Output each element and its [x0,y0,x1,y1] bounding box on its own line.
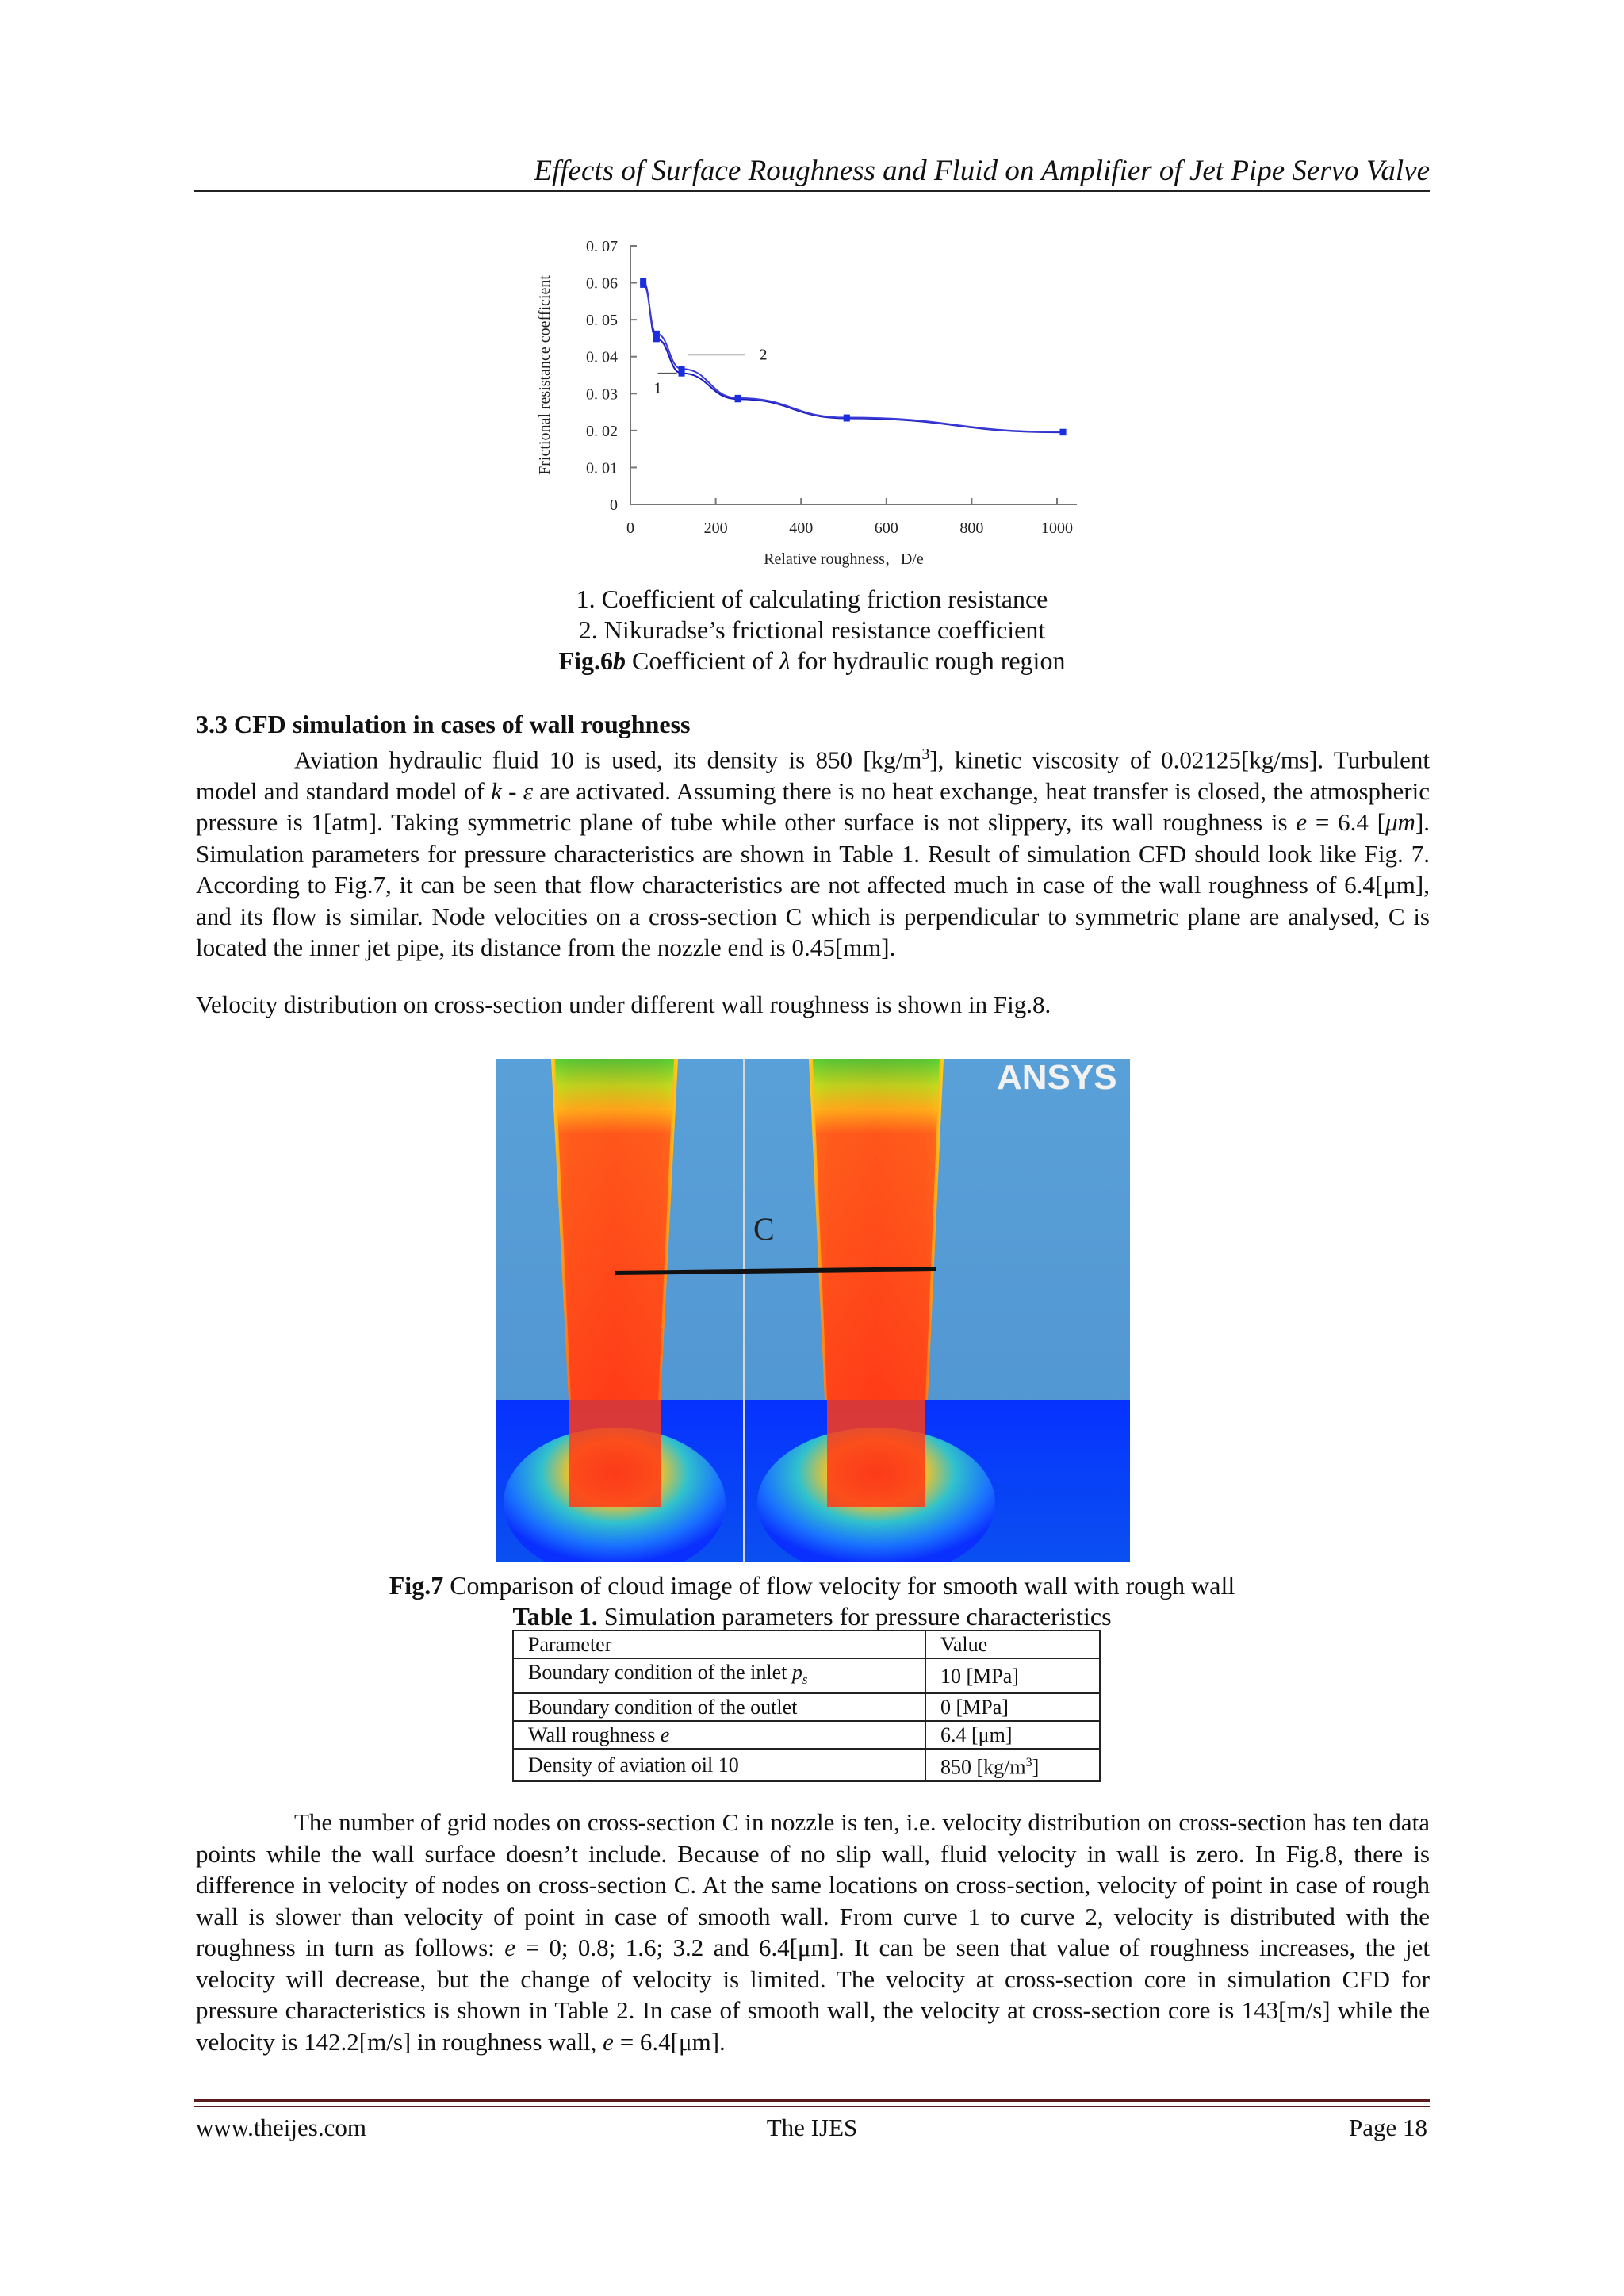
data-point [640,282,646,288]
table-cell: 850 $[kg/m^3]$ [925,1749,1100,1781]
y-tick-label: 0. 04 [586,348,618,366]
section-c-label: C [753,1211,775,1247]
data-point [1060,429,1067,435]
table-header-cell: Value [925,1631,1100,1658]
running-header: Effects of Surface Roughness and Fluid on Amplifier of Jet Pipe Servo Valve [534,155,1430,187]
data-point [844,415,850,421]
y-tick-label: 0 [610,496,618,514]
series-line-2 [643,285,1063,432]
x-tick-label: 600 [874,519,898,537]
table-header-cell: Parameter [513,1631,925,1658]
table-row [513,1749,1100,1781]
ansys-watermark: ANSYS [997,1059,1117,1097]
table-cell: Density of aviation oil 10 [513,1749,925,1781]
data-point [735,395,741,401]
chart-axes [630,246,1077,504]
y-axis-label: Frictional resistance coefficient [536,275,553,475]
footer-rule [194,2099,1430,2102]
simulation-parameters-table [512,1630,1101,1782]
fig6b-caption-b: for hydraulic rough region [790,646,1066,675]
table-cell: 6.4 [μm] [925,1721,1100,1749]
lambda-symbol: λ [779,646,791,675]
y-tick-label: 0. 07 [586,238,618,255]
y-tick-label: 0. 05 [586,312,618,330]
chart-labels [536,238,1073,568]
data-point [679,366,685,372]
table-row [513,1658,1100,1693]
table-cell: Wall roughness e [513,1721,925,1749]
y-tick-label: 0. 02 [586,422,618,440]
chart-series [640,278,1066,435]
fig7-label: Fig.7 [389,1571,444,1600]
table-row [513,1693,1100,1721]
footer-journal: The IJES [766,2114,858,2141]
fig6b-caption [0,646,1624,677]
y-tick-label: 0. 01 [586,459,618,477]
fig6b-label: Fig.6b [558,646,626,675]
cfd-velocity-cloud-image [496,1059,1130,1562]
series-line-1 [643,282,1063,432]
x-axis-label: Relative roughness，D/e [764,550,924,568]
fig6b-legend-line-2: 2. Nikuradse’s frictional resistance coefficient [578,615,1046,644]
paragraph-velocity-results: The number of grid nodes on cross-section C in nozzle is ten, i.e. velocity distribution on cross-section has ten data points while the wall surface doesn’t include. Because of no slip wall, fluid velocity in wall is zero. In Fig.8, there is difference in velocity of nodes on cross-section C. At the same locations on cross-section, velocity of point in case of rough wall is slower than velocity of point in case of smooth wall. From curve 1 to curve 2, velocity is distributed with the roughness in turn as follows: e = 0; 0.8; 1.6; 3.2 and 6.4[μm]. It can be seen that value of roughness increases, the jet velocity will decrease, but the change of velocity is limited. The velocity at cross-section core in simulation CFD for pressure characteristics is shown in Table 2. In case of smooth wall, the velocity at cross-section core is 143[m/s] while the velocity is 142.2[m/s] in roughness wall, e = 6.4[μm]. [196,1808,1430,2056]
footer-website: www.theijes.com [196,2114,366,2141]
table-row [513,1721,1100,1749]
x-tick-label: 800 [959,519,984,537]
table1-title: Table 1. Simulation parameters for pressure characteristics [512,1602,1112,1631]
footer-rule [194,2106,1430,2107]
fig6b-caption-a: Coefficient of [626,646,780,675]
y-tick-label: 0. 06 [586,274,618,293]
section-heading: 3.3 CFD simulation in cases of wall roughness [196,710,691,738]
x-tick-label: 1000 [1041,519,1073,537]
table-cell: Boundary condition of the outlet [513,1693,925,1721]
x-tick-label: 200 [703,519,728,537]
paragraph-velocity-intro: Velocity distribution on cross-section under different wall roughness is shown in Fig.8. [196,991,1051,1018]
table-cell: Boundary condition of the inlet $p_s$ [513,1658,925,1693]
x-tick-label: 400 [789,519,814,537]
fig6b-legend-line-1: 1. Coefficient of calculating friction resistance [576,585,1048,613]
table-cell: 0 [MPa] [925,1693,1100,1721]
series-2-label: 2 [759,346,768,364]
paragraph-cfd-setup: Aviation hydraulic fluid 10 is used, its density is 850 $[kg/m^3]$, kinetic viscosity of 0.02125[kg/ms]. Turbulent model and standard model of k - ε are activated. Assuming there is no heat exchange, heat transfer is closed, the atmospheric pressure is 1[atm]. Taking symmetric plane of tube while other surface is not slippery, its wall roughness is e = 6.4 [μm]. Simulation parameters for pressure characteristics are shown in Table 1. Result of simulation CFD should look like Fig. 7. According to Fig.7, it can be seen that flow characteristics are not affected much in case of the wall roughness of 6.4[μm], and its flow is similar. Node velocities on a cross-section C which is perpendicular to symmetric plane are analysed, C is located the inner jet pipe, its distance from the nozzle end is 0.45[mm]. [196,746,1431,962]
table-header-row [513,1631,1100,1658]
y-tick-label: 0. 03 [586,385,618,404]
footer-page-number: Page 18 [1348,2114,1427,2141]
data-point [653,331,660,337]
series-1-label: 1 [653,379,662,397]
x-tick-label: 0 [626,519,634,537]
fig7-caption: Fig.7 Comparison of cloud image of flow velocity for smooth wall with rough wall [389,1571,1235,1600]
table-cell: 10 [MPa] [925,1658,1100,1693]
